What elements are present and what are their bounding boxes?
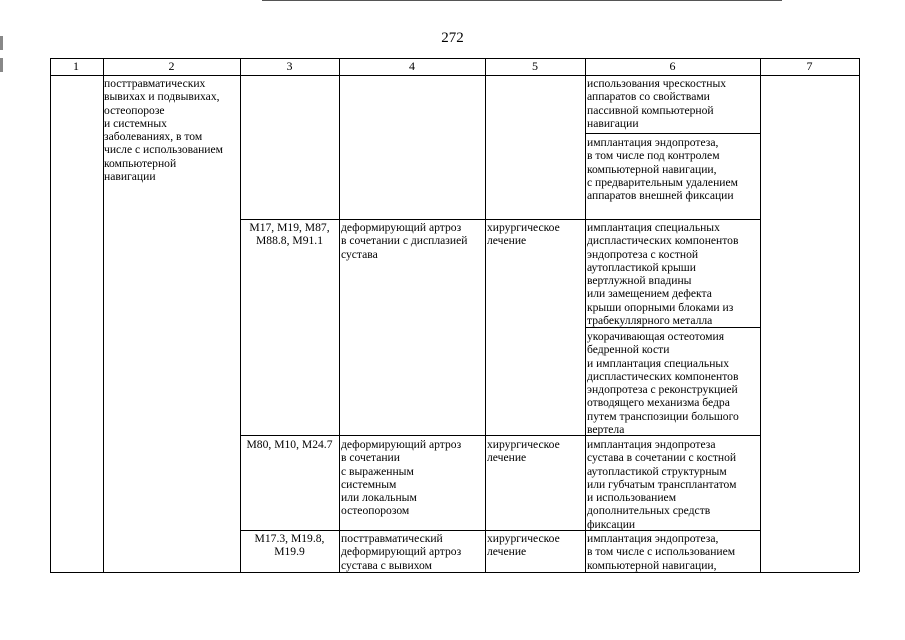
column-header-5: 5 (532, 59, 538, 73)
method-cell: имплантация эндопротеза, в том числе под контролем компьютерной навигации, с предварительным удалением аппаратов внешней фиксации (587, 136, 738, 203)
method-cell: имплантация эндопротеза, в том числе с использованием компьютерной навигации, (587, 532, 736, 572)
table-rule (50, 58, 51, 572)
icd-codes-cell: M17.3, M19.8, M19.9 (254, 532, 325, 559)
icd-codes-cell: M17, M19, M87, M88.8, M91.1 (249, 221, 330, 248)
column-header-1: 1 (73, 59, 79, 73)
table-rule (339, 58, 340, 572)
table-rule (50, 75, 859, 76)
table-rule (585, 58, 586, 572)
table-rule (50, 572, 859, 573)
method-cell: укорачивающая остеотомия бедренной кости и имплантация специальных диспластических компонентов эндопротеза с реконструкцией отводящего механизма бедра путем транспозиции большого вертела (587, 330, 739, 437)
margin-mark (0, 58, 3, 72)
method-cell: имплантация специальных диспластических компонентов эндопротеза с костной аутопластикой крыши вертлужной впадины или замещением дефекта крыши опорными блоками из трабекуллярного металла (587, 221, 739, 328)
treatment-cell: хирургическое лечение (487, 438, 560, 465)
column-header-6: 6 (669, 59, 676, 73)
method-cell: использования чрескостных аппаратов со свойствами пассивной компьютерной навигации (587, 77, 727, 130)
table-rule (240, 219, 760, 220)
treatment-cell: хирургическое лечение (487, 532, 560, 559)
table-rule (760, 58, 761, 572)
diagnosis-cell: деформирующий артроз в сочетании с выраженным системным или локальным остеопорозом (341, 438, 462, 518)
column-header-2: 2 (168, 59, 175, 73)
method-cell: имплантация эндопротеза сустава в сочетании с костной аутопластикой структурным или губчатым трансплантатом и использованием дополнительных средств фиксации (587, 438, 737, 531)
page-number: 272 (441, 30, 464, 46)
treatment-cell: хирургическое лечение (487, 221, 560, 248)
diagnosis-cell: деформирующий артроз в сочетании с дисплазией сустава (341, 221, 468, 261)
care-type-cell: посттравматических вывихах и подвывихах, остеопорозе и системных заболеваниях, в том числе с использованием компьютерной навигации (104, 77, 223, 184)
table-rule (585, 133, 760, 134)
top-rule (262, 0, 782, 1)
table-rule (50, 58, 859, 59)
table-rule (240, 58, 241, 572)
column-header-4: 4 (409, 59, 415, 73)
icd-codes-cell: M80, M10, M24.7 (246, 438, 333, 451)
table-rule (859, 58, 860, 572)
column-header-3: 3 (286, 59, 293, 73)
column-header-7: 7 (806, 59, 813, 73)
diagnosis-cell: посттравматический деформирующий артроз сустава с вывихом (341, 532, 462, 572)
